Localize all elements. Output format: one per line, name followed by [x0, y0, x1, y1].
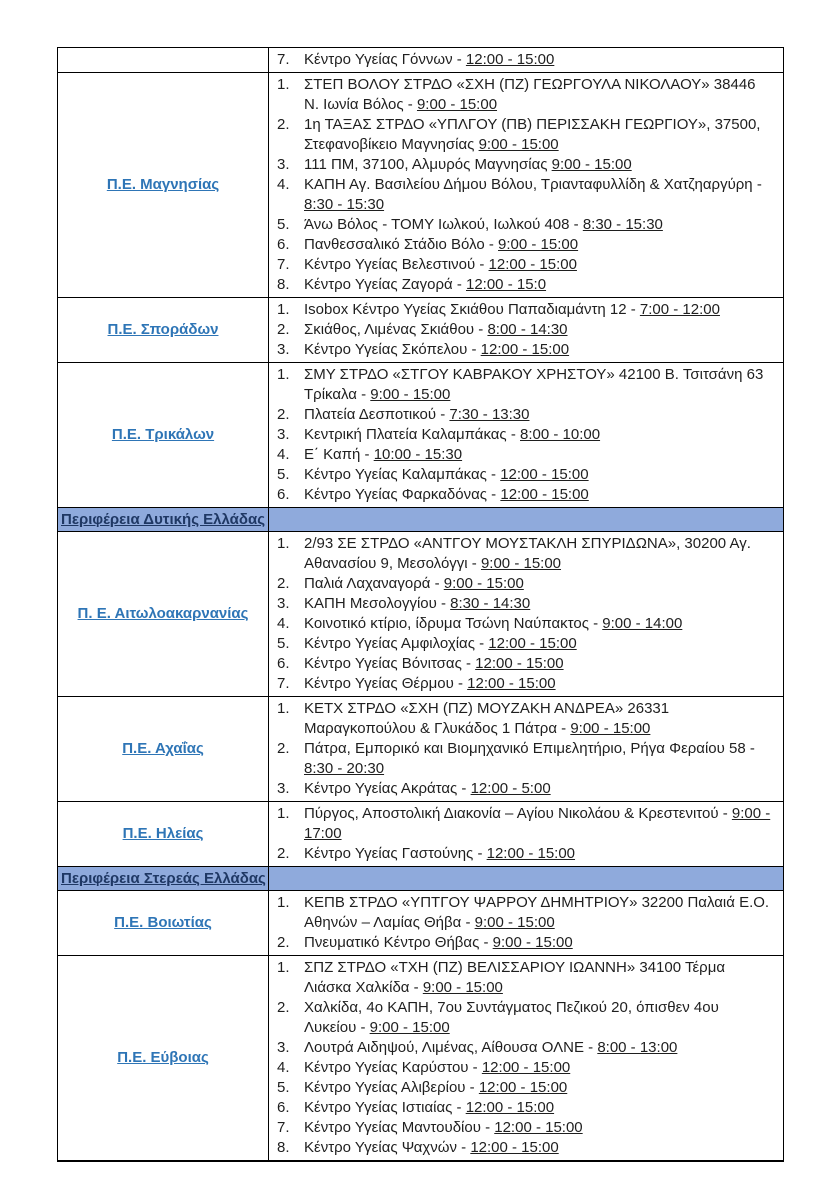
location-hours: 8:30 - 14:30 — [450, 595, 531, 612]
region-label-cell — [58, 802, 269, 867]
location-number: 5. — [277, 1079, 290, 1096]
location-hours: 9:00 - 14:00 — [602, 615, 683, 632]
location-item — [277, 75, 773, 115]
location-hours: 7:30 - 13:30 — [449, 406, 530, 423]
region-label: Π.Ε. Σποράδων — [107, 321, 219, 338]
location-number: 4. — [277, 615, 290, 632]
location-item — [277, 155, 773, 175]
locations-cell — [269, 697, 784, 802]
location-hours: 10:00 - 15:30 — [373, 446, 463, 463]
location-hours: 8:00 - 13:00 — [597, 1039, 678, 1056]
location-item — [277, 1058, 773, 1078]
region-row — [58, 891, 784, 956]
location-text: Πύργος, Αποστολική Διακονία – Αγίου Νικολάου & Κρεστενιτού - 9:00 - 17:00 — [304, 805, 771, 842]
location-hours: 9:00 - 15:00 — [551, 156, 632, 173]
location-item — [277, 425, 773, 445]
location-text: 1η ΤΑΞΑΣ ΣΤΡΔΟ «ΥΠΛΓΟΥ (ΠΒ) ΠΕΡΙΣΣΑΚΗ ΓΕΩΡΓΙΟΥ», 37500, Στεφανοβίκειο Μαγνησίας 9:00 - 15:00 — [304, 116, 761, 153]
location-number: 2. — [277, 406, 290, 423]
region-group-header-spacer — [269, 508, 784, 532]
location-item — [277, 844, 773, 864]
location-number: 7. — [277, 675, 290, 692]
region-label: Π. Ε. Αιτωλοακαρνανίας — [77, 605, 249, 622]
locations-cell — [269, 956, 784, 1162]
region-label: Π.Ε. Εύβοιας — [117, 1049, 209, 1066]
location-number: 4. — [277, 1059, 290, 1076]
regions-schedule-table — [57, 47, 784, 1162]
location-number: 3. — [277, 426, 290, 443]
location-hours: 12:00 - 15:00 — [470, 1139, 559, 1156]
location-hours: 8:00 - 10:00 — [520, 426, 601, 443]
location-hours: 12:00 - 15:00 — [481, 1059, 571, 1076]
locations-cell — [269, 363, 784, 508]
location-text: Κέντρο Υγείας Γαστούνης - 12:00 - 15:00 — [304, 845, 576, 862]
location-item — [277, 365, 773, 405]
location-text: Άνω Βόλος - ΤΟΜΥ Ιωλκού, Ιωλκού 408 - 8:30 - 15:30 — [304, 216, 663, 233]
location-text: Κέντρο Υγείας Βελεστινού - 12:00 - 15:00 — [304, 256, 577, 273]
location-hours: 9:00 - 15:00 — [570, 720, 651, 737]
location-text: Κέντρο Υγείας Θέρμου - 12:00 - 15:00 — [304, 675, 556, 692]
locations-cell — [269, 802, 784, 867]
location-hours: 12:00 - 15:00 — [488, 635, 577, 652]
location-item — [277, 933, 773, 953]
location-number: 7. — [277, 256, 290, 273]
location-number: 1. — [277, 301, 290, 318]
location-item — [277, 998, 773, 1038]
region-row — [58, 956, 784, 1162]
location-hours: 9:00 - 15:00 — [480, 555, 562, 572]
location-item — [277, 634, 773, 654]
location-item — [277, 654, 773, 674]
region-row — [58, 363, 784, 508]
location-number: 4. — [277, 176, 290, 193]
location-item — [277, 465, 773, 485]
location-text: Κέντρο Υγείας Αμφιλοχίας - 12:00 - 15:00 — [304, 635, 577, 652]
location-number: 5. — [277, 635, 290, 652]
location-text: Κέντρο Υγείας Καρύστου - 12:00 - 15:00 — [304, 1059, 571, 1076]
region-group-header-spacer — [269, 867, 784, 891]
location-hours: 12:00 - 15:00 — [465, 1099, 555, 1116]
location-item — [277, 300, 773, 320]
location-hours: 12:00 - 15:00 — [500, 486, 589, 503]
location-hours: 12:00 - 15:00 — [488, 256, 577, 273]
region-label-cell — [58, 956, 269, 1162]
locations-cell — [269, 532, 784, 697]
location-text: ΣΤΕΠ ΒΟΛΟΥ ΣΤΡΔΟ «ΣΧΗ (ΠΖ) ΓΕΩΡΓΟΥΛΑ ΝΙΚΟΛΑΟΥ» 38446 Ν. Ιωνία Βόλος - 9:00 - 15:00 — [304, 76, 756, 113]
location-item — [277, 1138, 773, 1158]
location-hours: 12:00 - 15:00 — [478, 1079, 568, 1096]
location-text: ΚΑΠΗ Αγ. Βασιλείου Δήμου Βόλου, Τριανταφυλλίδη & Χατζηαργύρη - 8:30 - 15:30 — [304, 176, 762, 213]
locations-cell — [269, 73, 784, 298]
region-label-cell — [58, 73, 269, 298]
region-row — [58, 697, 784, 802]
location-text: Κέντρο Υγείας Καλαμπάκας - 12:00 - 15:00 — [304, 466, 589, 483]
location-number: 4. — [277, 446, 290, 463]
location-number: 2. — [277, 116, 290, 133]
location-item — [277, 1038, 773, 1058]
location-text: Κέντρο Υγείας Φαρκαδόνας - 12:00 - 15:00 — [304, 486, 589, 503]
location-text: 2/93 ΣΕ ΣΤΡΔΟ «ΑΝΤΓΟΥ ΜΟΥΣΤΑΚΛΗ ΣΠΥΡΙΔΩΝΑ», 30200 Αγ. Αθανασίου 9, Μεσολόγγι - 9:00 - 15:00 — [304, 535, 751, 572]
location-text: Κέντρο Υγείας Γόννων - 12:00 - 15:00 — [304, 51, 555, 68]
location-hours: 12:00 - 15:00 — [465, 51, 555, 68]
region-row — [58, 532, 784, 697]
location-number: 6. — [277, 655, 290, 672]
location-item — [277, 445, 773, 465]
location-hours: 8:00 - 14:30 — [487, 321, 568, 338]
location-item — [277, 594, 773, 614]
location-text: ΣΜΥ ΣΤΡΔΟ «ΣΤΓΟΥ ΚΑΒΡΑΚΟΥ ΧΡΗΣΤΟΥ» 42100 Β. Τσιτσάνη 63 Τρίκαλα - 9:00 - 15:00 — [304, 366, 764, 403]
location-item — [277, 534, 773, 574]
location-item — [277, 255, 773, 275]
location-hours: 12:00 - 15:00 — [467, 675, 556, 692]
location-hours: 12:00 - 15:00 — [500, 466, 589, 483]
location-number: 3. — [277, 341, 290, 358]
region-row — [58, 802, 784, 867]
location-item — [277, 320, 773, 340]
location-number: 1. — [277, 894, 290, 911]
location-item — [277, 215, 773, 235]
location-hours: 12:00 - 15:00 — [486, 845, 576, 862]
location-item — [277, 958, 773, 998]
region-label-cell — [58, 363, 269, 508]
location-hours: 9:00 - 15:00 — [474, 914, 555, 931]
location-item — [277, 893, 773, 933]
location-item — [277, 235, 773, 255]
location-text: Κέντρο Υγείας Ζαγορά - 12:00 - 15:0 — [304, 276, 547, 293]
location-item — [277, 1118, 773, 1138]
location-item — [277, 175, 773, 215]
location-text: Πλατεία Δεσποτικού - 7:30 - 13:30 — [304, 406, 530, 423]
location-number: 2. — [277, 845, 290, 862]
location-number: 6. — [277, 236, 290, 253]
region-group-header-row — [58, 508, 784, 532]
location-text: Κέντρο Υγείας Μαντουδίου - 12:00 - 15:00 — [304, 1119, 583, 1136]
location-number: 2. — [277, 999, 290, 1016]
location-hours: 9:00 - 15:00 — [492, 934, 573, 951]
location-number: 6. — [277, 1099, 290, 1116]
location-text: ΚΕΠΒ ΣΤΡΔΟ «ΥΠΤΓΟΥ ΨΑΡΡΟΥ ΔΗΜΗΤΡΙΟΥ» 32200 Παλαιά Ε.Ο. Αθηνών – Λαμίας Θήβα - 9:00 - 15:00 — [304, 894, 770, 931]
location-hours: 8:30 - 20:30 — [304, 760, 385, 777]
location-text: Κέντρο Υγείας Βόνιτσας - 12:00 - 15:00 — [304, 655, 564, 672]
location-number: 2. — [277, 575, 290, 592]
location-hours: 9:00 - 15:00 — [478, 136, 559, 153]
location-hours: 8:30 - 15:30 — [304, 196, 385, 213]
location-number: 1. — [277, 700, 290, 717]
region-group-title: Περιφέρεια Στερεάς Ελλάδας — [58, 867, 269, 891]
location-text: Κέντρο Υγείας Αλιβερίου - 12:00 - 15:00 — [304, 1079, 568, 1096]
location-item — [277, 779, 773, 799]
location-text: Κέντρο Υγείας Ψαχνών - 12:00 - 15:00 — [304, 1139, 559, 1156]
location-text: Παλιά Λαχαναγορά - 9:00 - 15:00 — [304, 575, 524, 592]
location-text: Ε΄ Καπή - 10:00 - 15:30 — [304, 446, 463, 463]
location-number: 1. — [277, 535, 290, 552]
region-label-cell — [58, 891, 269, 956]
region-label: Π.Ε. Μαγνησίας — [106, 176, 220, 193]
location-hours: 12:00 - 15:00 — [494, 1119, 583, 1136]
location-item — [277, 739, 773, 779]
location-item — [277, 340, 773, 360]
region-label: Π.Ε. Αχαΐας — [122, 740, 204, 757]
location-number: 7. — [277, 1119, 290, 1136]
locations-cell — [269, 48, 784, 73]
location-number: 8. — [277, 276, 290, 293]
location-text: Πνευματικό Κέντρο Θήβας - 9:00 - 15:00 — [304, 934, 573, 951]
location-text: Κέντρο Υγείας Ακράτας - 12:00 - 5:00 — [304, 780, 551, 797]
location-number: 7. — [277, 51, 290, 68]
location-text: Isobox Κέντρο Υγείας Σκιάθου Παπαδιαμάντη 12 - 7:00 - 12:00 — [304, 301, 720, 318]
location-hours: 12:00 - 5:00 — [470, 780, 551, 797]
location-item — [277, 699, 773, 739]
location-text: Πάτρα, Εμπορικό και Βιομηχανικό Επιμελητήριο, Ρήγα Φεραίου 58 - 8:30 - 20:30 — [304, 740, 755, 777]
location-number: 8. — [277, 1139, 290, 1156]
location-number: 5. — [277, 216, 290, 233]
location-number: 2. — [277, 321, 290, 338]
region-row — [58, 73, 784, 298]
location-hours: 12:00 - 15:00 — [475, 655, 564, 672]
location-item — [277, 614, 773, 634]
location-text: Λουτρά Αιδηψού, Λιμένας, Αίθουσα ΟΛΝΕ - 8:00 - 13:00 — [304, 1039, 678, 1056]
region-label-cell — [58, 298, 269, 363]
location-item — [277, 1078, 773, 1098]
location-hours: 9:00 - 15:00 — [416, 96, 498, 113]
region-row — [58, 48, 784, 73]
schedule-table-body — [58, 48, 784, 1162]
location-number: 3. — [277, 1039, 290, 1056]
location-hours: 9:00 - 17:00 — [304, 805, 771, 842]
location-item — [277, 485, 773, 505]
region-group-header-row — [58, 867, 784, 891]
location-text: ΚΑΠΗ Μεσολογγίου - 8:30 - 14:30 — [304, 595, 531, 612]
region-label-cell — [58, 697, 269, 802]
location-text: Κέντρο Υγείας Ιστιαίας - 12:00 - 15:00 — [304, 1099, 555, 1116]
location-number: 1. — [277, 76, 290, 93]
location-number: 3. — [277, 156, 290, 173]
region-label: Π.Ε. Τρικάλων — [111, 426, 215, 443]
locations-cell — [269, 891, 784, 956]
location-hours: 9:00 - 15:00 — [498, 236, 579, 253]
location-text: Σκιάθος, Λιμένας Σκιάθου - 8:00 - 14:30 — [304, 321, 568, 338]
region-label-cell — [58, 48, 269, 73]
location-item — [277, 115, 773, 155]
location-number: 6. — [277, 486, 290, 503]
region-row — [58, 298, 784, 363]
region-group-title: Περιφέρεια Δυτικής Ελλάδας — [58, 508, 269, 532]
location-number: 2. — [277, 740, 290, 757]
locations-cell — [269, 298, 784, 363]
location-text: ΣΠΖ ΣΤΡΔΟ «ΤΧΗ (ΠΖ) ΒΕΛΙΣΣΑΡΙΟΥ ΙΩΑΝΝΗ» 34100 Τέρμα Λιάσκα Χαλκίδα - 9:00 - 15:00 — [304, 959, 726, 996]
location-text: Κοινοτικό κτίριο, ίδρυμα Τσώνη Ναύπακτος - 9:00 - 14:00 — [304, 615, 683, 632]
location-hours: 9:00 - 15:00 — [369, 1019, 450, 1036]
location-number: 3. — [277, 780, 290, 797]
location-item — [277, 405, 773, 425]
location-hours: 12:00 - 15:00 — [480, 341, 570, 358]
location-number: 5. — [277, 466, 290, 483]
region-label-cell — [58, 532, 269, 697]
location-text: Κέντρο Υγείας Σκόπελου - 12:00 - 15:00 — [304, 341, 570, 358]
location-item — [277, 574, 773, 594]
location-item — [277, 804, 773, 844]
location-number: 1. — [277, 959, 290, 976]
location-hours: 12:00 - 15:0 — [465, 276, 547, 293]
location-item — [277, 50, 773, 70]
location-item — [277, 275, 773, 295]
region-label: Π.Ε. Βοιωτίας — [114, 914, 212, 931]
location-number: 3. — [277, 595, 290, 612]
location-number: 1. — [277, 805, 290, 822]
location-number: 2. — [277, 934, 290, 951]
location-item — [277, 674, 773, 694]
location-text: Πανθεσσαλικό Στάδιο Βόλο - 9:00 - 15:00 — [304, 236, 579, 253]
location-hours: 9:00 - 15:00 — [443, 575, 524, 592]
location-hours: 8:30 - 15:30 — [582, 216, 663, 233]
location-number: 1. — [277, 366, 290, 383]
location-hours: 9:00 - 15:00 — [370, 386, 451, 403]
location-hours: 9:00 - 15:00 — [422, 979, 503, 996]
location-hours: 7:00 - 12:00 — [639, 301, 720, 318]
region-label: Π.Ε. Ηλείας — [122, 825, 204, 842]
location-text: ΚΕΤΧ ΣΤΡΔΟ «ΣΧΗ (ΠΖ) ΜΟΥΖΑΚΗ ΑΝΔΡΕΑ» 26331 Μαραγκοπούλου & Γλυκάδος 1 Πάτρα - 9:00 - 15:00 — [304, 700, 670, 737]
location-text: Χαλκίδα, 4ο ΚΑΠΗ, 7ου Συντάγματος Πεζικού 20, όπισθεν 4ου Λυκείου - 9:00 - 15:00 — [304, 999, 719, 1036]
location-text: Κεντρική Πλατεία Καλαμπάκας - 8:00 - 10:00 — [304, 426, 601, 443]
location-item — [277, 1098, 773, 1118]
location-text: 111 ΠΜ, 37100, Αλμυρός Μαγνησίας 9:00 - 15:00 — [304, 156, 632, 173]
